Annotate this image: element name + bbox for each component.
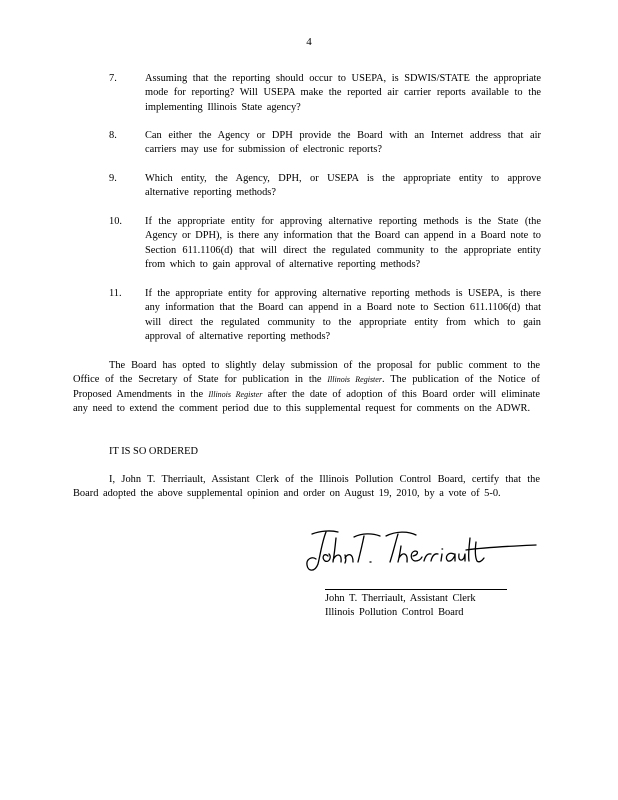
- question-text: If the appropriate entity for approving alternative reporting methods is USEPA, is there any information that the Board can append in a Board note to Section 611.1106(d) that will direct the regulated community to the appropriate entity from which to gain approval of alternative reporting methods?: [145, 288, 541, 342]
- signatory-name: John T. Therriault, Assistant Clerk: [325, 593, 476, 604]
- register-name: Illinois Register: [327, 375, 382, 385]
- certification-paragraph: I, John T. Therriault, Assistant Clerk of the Illinois Pollution Control Board, certify that the Board adopted the above supplemental opinion and order on August 19, 2010, by a vote of 5-0.: [73, 474, 540, 500]
- question-number: 9.: [109, 173, 117, 184]
- question-text: Can either the Agency or DPH provide the Board with an Internet address that air carriers may use for submission of electronic reports?: [145, 130, 541, 156]
- question-text: Which entity, the Agency, DPH, or USEPA is the appropriate entity to approve alternative reporting methods?: [145, 173, 541, 199]
- question-number: 11.: [109, 288, 122, 299]
- page-number: 4: [306, 36, 312, 48]
- question-number: 8.: [109, 130, 117, 141]
- signature-line: [325, 589, 507, 590]
- question-text: Assuming that the reporting should occur to USEPA, is SDWIS/STATE the appropriate mode for reporting? Will USEPA make the reported air carrier reports available to the implementing Illinois State agency?: [145, 73, 541, 113]
- board-paragraph: The Board has opted to slightly delay submission of the proposal for public comment to the Office of the Secretary of State for publication in the Illinois Register. The publication of the Notice of Proposed Amendments in the Illinois Register after the date of adoption of this Board order will eliminate any need to extend the comment period due to this supplemental request for comments on the ADWR.: [73, 360, 540, 414]
- question-number: 10.: [109, 216, 122, 227]
- question-number: 7.: [109, 73, 117, 84]
- signatory-organization: Illinois Pollution Control Board: [325, 607, 464, 618]
- handwritten-signature: [298, 520, 548, 582]
- so-ordered: IT IS SO ORDERED: [109, 446, 199, 457]
- question-text: If the appropriate entity for approving alternative reporting methods is the State (the Agency or DPH), is there any information that the Board can append in a Board note to Section 611.1106(d) that will direct the regulated community to the appropriate entity from which to gain approval of alternative reporting methods?: [145, 216, 541, 270]
- register-name: Illinois Register: [208, 389, 263, 399]
